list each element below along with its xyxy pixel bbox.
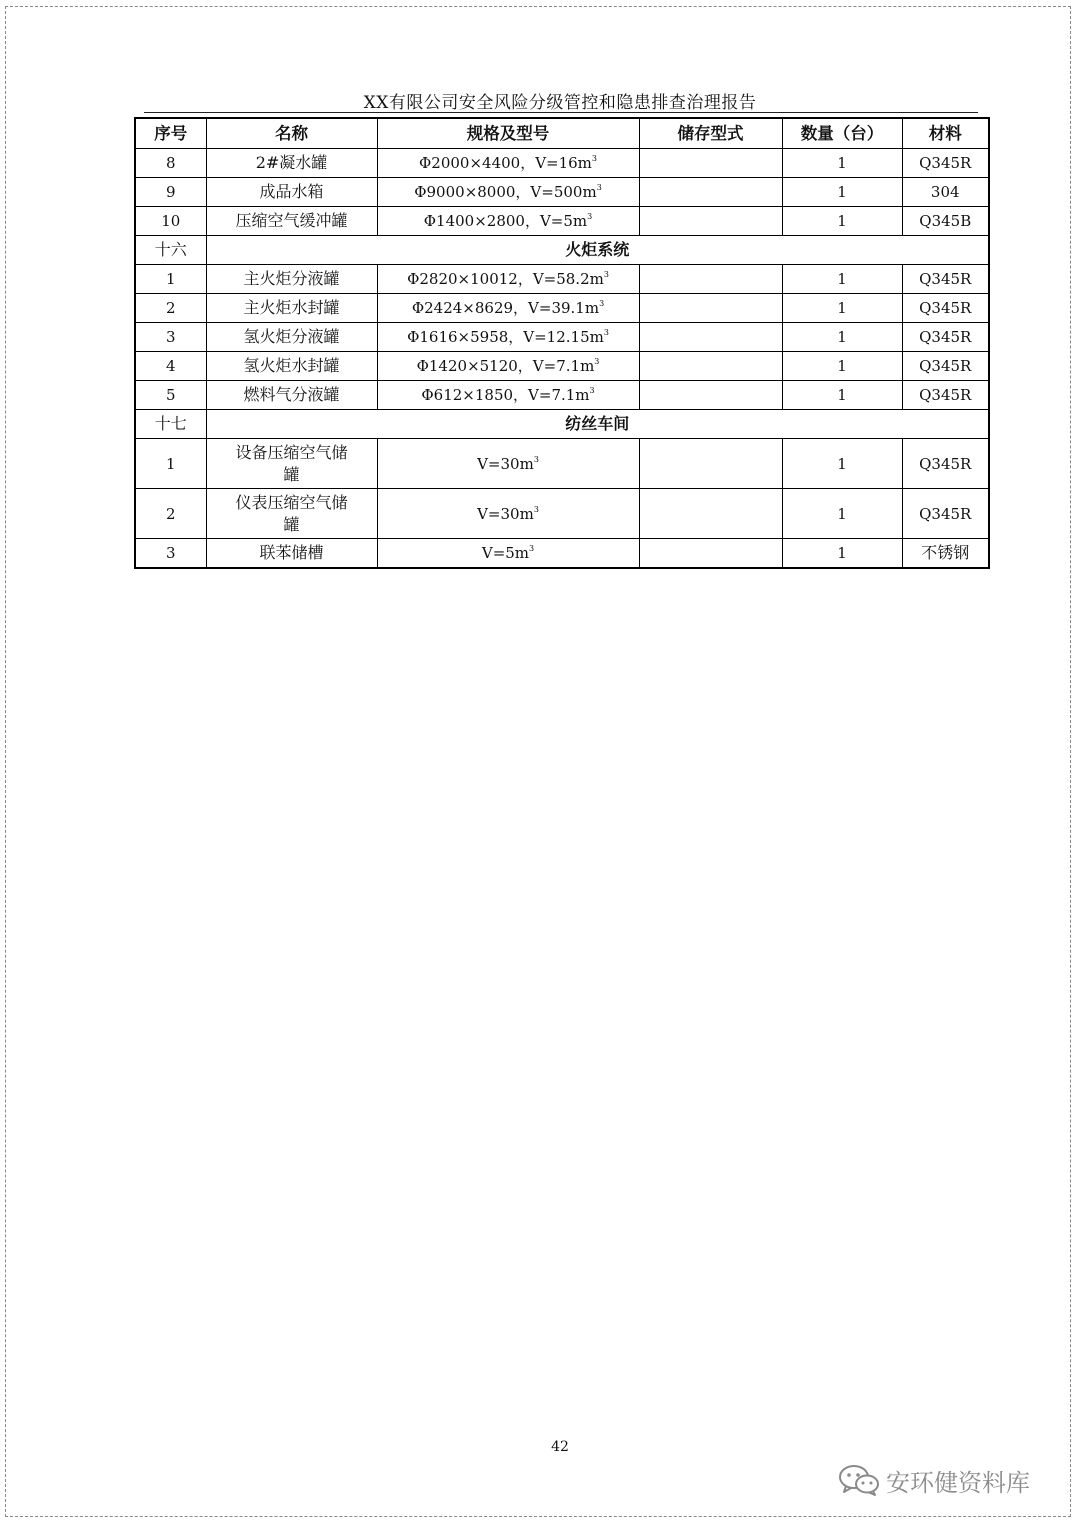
spec-cell bbox=[377, 489, 639, 539]
unit-superscript: 3 bbox=[533, 504, 539, 514]
row-number: 8 bbox=[135, 149, 206, 178]
storage-cell bbox=[639, 439, 782, 489]
equipment-name-line: 罐 bbox=[283, 514, 300, 534]
unit-superscript: 3 bbox=[603, 270, 609, 279]
column-header: 名称 bbox=[206, 118, 377, 149]
material-cell: Q345B bbox=[902, 207, 989, 236]
table-row bbox=[135, 439, 989, 489]
unit-superscript: 3 bbox=[529, 544, 535, 553]
header-rule bbox=[144, 112, 978, 113]
table-row bbox=[135, 265, 989, 294]
spec-text: V=30m bbox=[477, 504, 534, 523]
equipment-name: 燃料气分液罐 bbox=[206, 381, 377, 410]
spec-cell bbox=[377, 352, 639, 381]
material-cell: Q345R bbox=[902, 381, 989, 410]
unit-superscript: 3 bbox=[599, 299, 605, 308]
equipment-name: 氢火炬水封罐 bbox=[206, 352, 377, 381]
spec-text: Φ1616×5958，V=12.15m bbox=[407, 328, 604, 346]
row-number: 5 bbox=[135, 381, 206, 410]
storage-cell bbox=[639, 352, 782, 381]
unit-superscript: 3 bbox=[603, 328, 609, 337]
material-cell: Q345R bbox=[902, 294, 989, 323]
row-number: 9 bbox=[135, 178, 206, 207]
quantity-cell: 1 bbox=[782, 149, 902, 178]
spec-text: Φ612×1850，V=7.1m bbox=[421, 386, 590, 404]
row-number: 4 bbox=[135, 352, 206, 381]
unit-superscript: 3 bbox=[533, 454, 539, 464]
wechat-icon bbox=[838, 1463, 880, 1497]
quantity-cell: 1 bbox=[782, 352, 902, 381]
unit-superscript: 3 bbox=[587, 212, 593, 221]
equipment-name: 成品水箱 bbox=[206, 178, 377, 207]
section-number: 十七 bbox=[135, 410, 206, 439]
spec-text: Φ2000×4400，V=16m bbox=[418, 154, 592, 172]
table-row bbox=[135, 489, 989, 539]
table-row bbox=[135, 294, 989, 323]
equipment-name-line: 设备压缩空气储 bbox=[235, 442, 348, 462]
equipment-name-line: 罐 bbox=[283, 464, 300, 484]
equipment-name: 主火炬分液罐 bbox=[206, 265, 377, 294]
material-cell: Q345R bbox=[902, 323, 989, 352]
storage-cell bbox=[639, 265, 782, 294]
equipment-name: 2#凝水罐 bbox=[206, 149, 377, 178]
material-cell: 不锈钢 bbox=[902, 539, 989, 569]
spec-cell bbox=[377, 265, 639, 294]
quantity-cell: 1 bbox=[782, 178, 902, 207]
section-title: 纺丝车间 bbox=[206, 410, 989, 439]
section-row bbox=[135, 236, 989, 265]
material-cell: Q345R bbox=[902, 352, 989, 381]
equipment-name bbox=[206, 439, 377, 489]
quantity-cell: 1 bbox=[782, 207, 902, 236]
spec-cell bbox=[377, 207, 639, 236]
equipment-name: 压缩空气缓冲罐 bbox=[206, 207, 377, 236]
unit-superscript: 3 bbox=[594, 357, 600, 366]
watermark bbox=[838, 1460, 1030, 1500]
equipment-name-line: 仪表压缩空气储 bbox=[235, 492, 348, 512]
spec-cell bbox=[377, 539, 639, 569]
equipment-name: 氢火炬分液罐 bbox=[206, 323, 377, 352]
storage-cell bbox=[639, 489, 782, 539]
spec-cell bbox=[377, 323, 639, 352]
quantity-cell: 1 bbox=[782, 323, 902, 352]
quantity-cell: 1 bbox=[782, 439, 902, 489]
spec-text: Φ1400×2800，V=5m bbox=[423, 212, 588, 230]
spec-text: Φ9000×8000，V=500m bbox=[414, 183, 597, 201]
row-number: 10 bbox=[135, 207, 206, 236]
table-row bbox=[135, 149, 989, 178]
spec-cell bbox=[377, 294, 639, 323]
quantity-cell: 1 bbox=[782, 265, 902, 294]
equipment-name: 联苯储槽 bbox=[206, 539, 377, 569]
row-number: 2 bbox=[135, 294, 206, 323]
spec-cell bbox=[377, 178, 639, 207]
unit-superscript: 3 bbox=[589, 386, 595, 395]
section-row bbox=[135, 410, 989, 439]
material-cell: Q345R bbox=[902, 265, 989, 294]
quantity-cell: 1 bbox=[782, 539, 902, 569]
row-number: 2 bbox=[135, 489, 206, 539]
quantity-cell: 1 bbox=[782, 294, 902, 323]
row-number: 3 bbox=[135, 323, 206, 352]
column-header: 序号 bbox=[135, 118, 206, 149]
spec-text: Φ2424×8629，V=39.1m bbox=[411, 299, 600, 317]
table-header-row bbox=[135, 118, 989, 149]
storage-cell bbox=[639, 381, 782, 410]
equipment-name: 主火炬水封罐 bbox=[206, 294, 377, 323]
section-number: 十六 bbox=[135, 236, 206, 265]
unit-superscript: 3 bbox=[596, 183, 602, 192]
column-header: 规格及型号 bbox=[377, 118, 639, 149]
storage-cell bbox=[639, 539, 782, 569]
page-header-title: XX有限公司安全风险分级管控和隐患排查治理报告 bbox=[363, 93, 757, 113]
column-header: 材料 bbox=[902, 118, 989, 149]
column-header: 数量（台） bbox=[782, 118, 902, 149]
row-number: 1 bbox=[135, 439, 206, 489]
table-row bbox=[135, 178, 989, 207]
table-row bbox=[135, 352, 989, 381]
storage-cell bbox=[639, 149, 782, 178]
table-row bbox=[135, 323, 989, 352]
material-cell: Q345R bbox=[902, 489, 989, 539]
equipment-name bbox=[206, 489, 377, 539]
row-number: 3 bbox=[135, 539, 206, 569]
spec-text: Φ1420×5120，V=7.1m bbox=[416, 357, 595, 375]
spec-text: V=5m bbox=[481, 544, 530, 562]
column-header: 储存型式 bbox=[639, 118, 782, 149]
storage-cell bbox=[639, 294, 782, 323]
storage-cell bbox=[639, 207, 782, 236]
spec-cell bbox=[377, 149, 639, 178]
quantity-cell: 1 bbox=[782, 489, 902, 539]
table-row bbox=[135, 539, 989, 569]
table-row bbox=[135, 381, 989, 410]
equipment-table bbox=[134, 117, 990, 569]
unit-superscript: 3 bbox=[591, 154, 598, 163]
section-title: 火炬系统 bbox=[206, 236, 989, 265]
spec-text: V=30m bbox=[477, 454, 534, 473]
watermark-text: 安环健资料库 bbox=[886, 1468, 1030, 1497]
storage-cell bbox=[639, 323, 782, 352]
material-cell: Q345R bbox=[902, 439, 989, 489]
spec-cell bbox=[377, 439, 639, 489]
table-row bbox=[135, 207, 989, 236]
storage-cell bbox=[639, 178, 782, 207]
page-number: 42 bbox=[551, 1439, 569, 1455]
material-cell: 304 bbox=[902, 178, 989, 207]
quantity-cell: 1 bbox=[782, 381, 902, 410]
material-cell: Q345R bbox=[902, 149, 989, 178]
spec-text: Φ2820×10012，V=58.2m bbox=[407, 270, 604, 288]
spec-cell bbox=[377, 381, 639, 410]
row-number: 1 bbox=[135, 265, 206, 294]
